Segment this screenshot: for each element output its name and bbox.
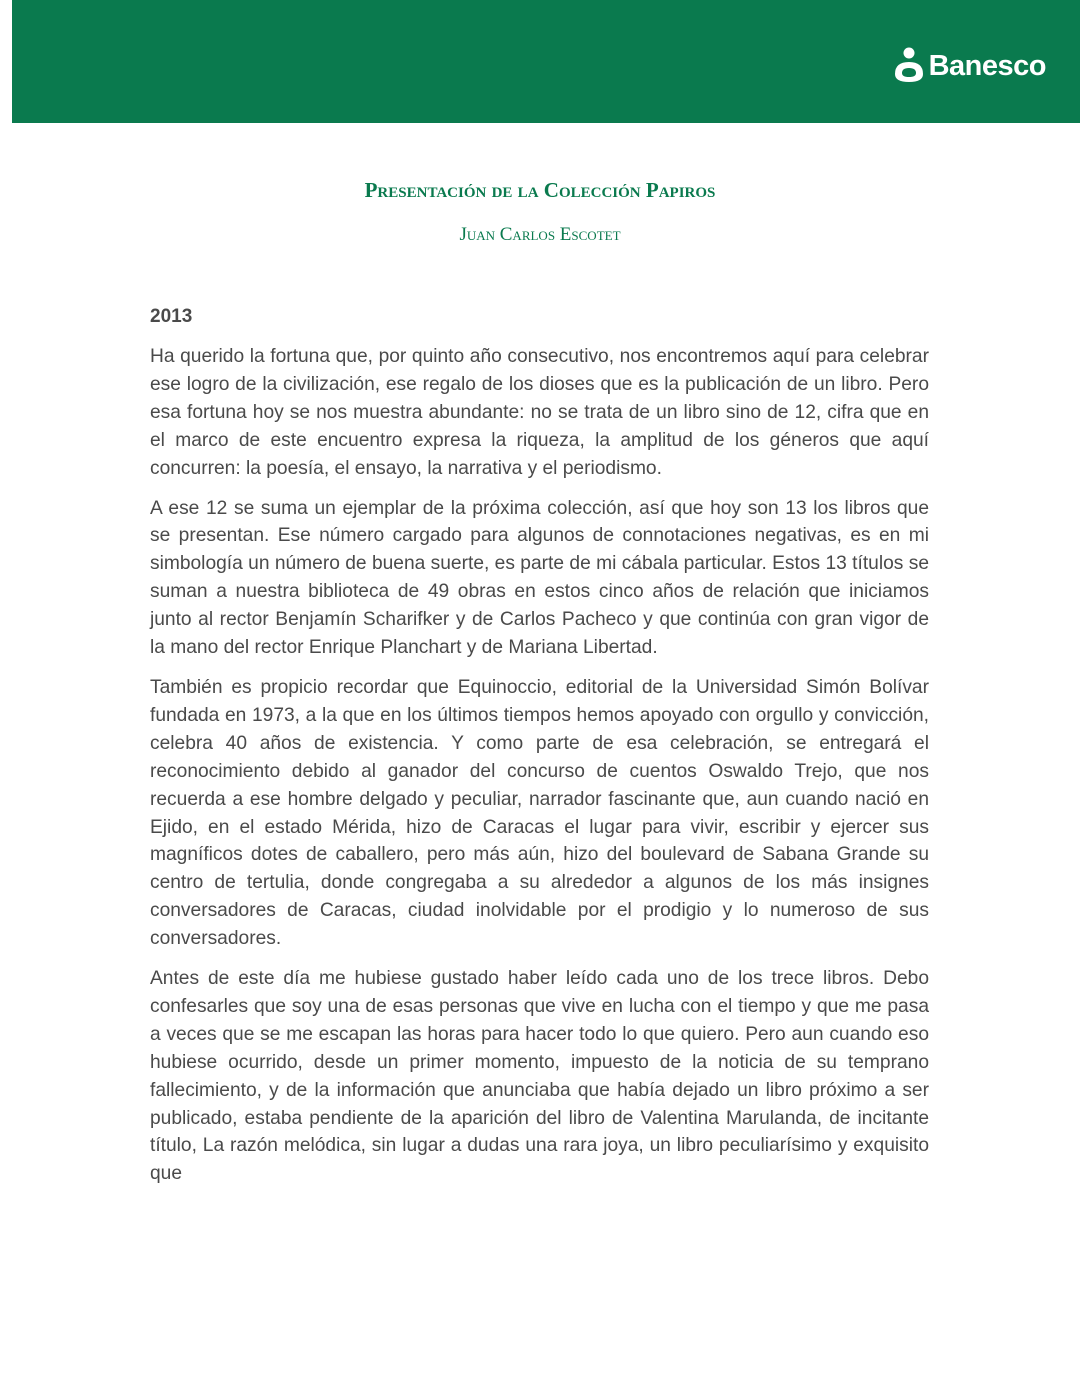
paragraph: Ha querido la fortuna que, por quinto año consecutivo, nos encontremos aquí para celebrar ese logro de la civilización, ese regalo de los dioses que es la publicación de un libro. Pero esa fortuna hoy se nos muestra abundante: no se trata de un libro sino de 12, cifra que en el marco de este encuentro expresa la riqueza, la amplitud de los géneros que aquí concurren: la poesía, el ensayo, la narrativa y el periodismo. bbox=[150, 346, 929, 479]
banesco-figure-icon bbox=[891, 46, 927, 86]
document-title: Presentación de la Colección Papiros bbox=[364, 178, 716, 202]
document-author: Juan Carlos Escotet bbox=[459, 224, 621, 245]
document-year: 2013 bbox=[150, 306, 193, 327]
paragraph: También es propicio recordar que Equinoccio, editorial de la Universidad Simón Bolívar fundada en 1973, a la que en los últimos tiempos hemos apoyado con orgullo y convicción, celebra 40 años de existencia. Y como parte de esa celebración, se entregará el reconocimiento debido al ganador del concurso de cuentos Oswaldo Trejo, que nos recuerda a ese hombre delgado y peculiar, narrador fascinante que, aun cuando nació en Ejido, en el estado Mérida, hizo de Caracas el lugar para vivir, escribir y ejercer sus magníficos dotes de caballero, pero más aún, hizo del boulevard de Sabana Grande su centro de tertulia, donde congregaba a su alrededor a algunos de los más insignes conversadores de Caracas, ciudad inolvidable por el prodigio y lo numeroso de sus conversadores. bbox=[150, 676, 929, 950]
header-banner bbox=[12, 0, 1080, 123]
document-body bbox=[150, 343, 929, 1200]
paragraph: A ese 12 se suma un ejemplar de la próxima colección, así que hoy son 13 los libros que se presentan. Ese número cargado para algunos de connotaciones negativas, es en mi simbología un número de buena suerte, es parte de mi cábala particular. Estos 13 títulos se suman a nuestra biblioteca de 49 obras en estos cinco años de relación que iniciamos junto al rector Benjamín Scharifker y de Carlos Pacheco y que continúa con gran vigor de la mano del rector Enrique Planchart y de Mariana Libertad. bbox=[150, 497, 929, 659]
paragraph: Antes de este día me hubiese gustado haber leído cada uno de los trece libros. Debo confesarles que soy una de esas personas que vive en lucha con el tiempo y que me pasa a veces que se me escapan las horas para hacer todo lo que quiero. Pero aun cuando eso hubiese ocurrido, desde un primer momento, impuesto de la noticia de su temprano fallecimiento, y de la información que anunciaba que había dejado un libro próximo a ser publicado, estaba pendiente de la aparición del libro de Valentina Marulanda, de incitante título, La razón melódica, sin lugar a dudas una rara joya, un libro peculiarísimo y exquisito que bbox=[150, 968, 929, 1185]
logo-text: Banesco bbox=[928, 49, 1046, 82]
banesco-logo bbox=[891, 46, 1046, 86]
